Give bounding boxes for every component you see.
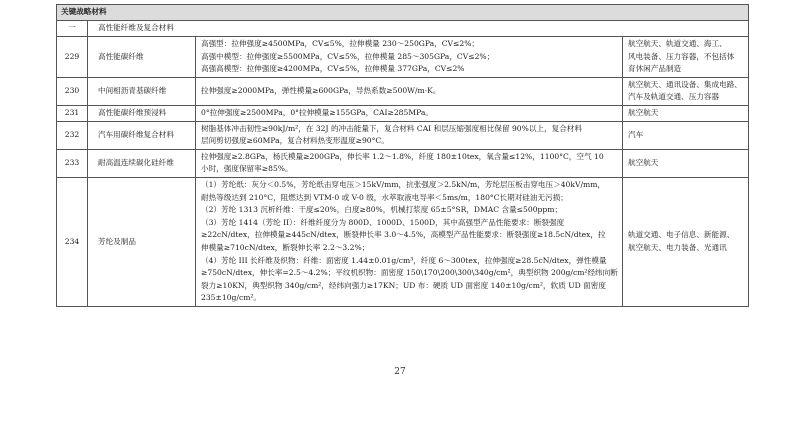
application-cell [623,77,749,105]
spec-line: （2）芳纶 1313 沉析纤维：干度≤20%，白度≥80%，机械打浆度 65±5°SR，DMAC 含量≤500ppm； [201,205,563,215]
spec-line: （1）芳纶纸：灰分＜0.5%，芳纶纸击穿电压＞15kV/mm，抗张强度＞2.5kN/m，芳纶层压板击穿电压＞40kV/mm， [201,179,605,189]
application-cell [623,121,749,149]
application-line: 汽车及轨道交通、压力容器 [628,92,720,102]
application-cell [623,177,749,306]
material-name: 芳纶及制品 [88,177,196,306]
application-line: 航空航天 [628,158,659,168]
table-row [57,105,749,121]
application-line: 航空航天、通讯设备、集成电路、 [628,79,742,89]
spec-line: （4）芳纶 III 长纤维及织物：纤维：面密度 1.44±0.01g/cm³，纤度 6～300tex，拉伸强度≥28.5cN/dtex，弹性模量 [201,255,607,265]
application-line: 风电装备、压力容器，不包括体 [628,51,735,61]
material-name: 中间相沥青基碳纤维 [88,77,196,105]
spec-line: 伸模量≥710cN/dtex，断裂伸长率 2.2～3.2%； [201,242,370,252]
spec-line: 拉伸强度≥2000MPa，弹性模量≥600GPa，导热系数≥500W/m·K。 [201,86,441,96]
spec-line: 小时，强度保留率≥85%。 [201,164,293,174]
row-number: 232 [57,121,88,149]
application-line: 育休闲产品制造 [628,64,682,74]
spec-line: 裂力≥10KN，典型织物 340g/cm²，经纬向强力≥17KN；UD 布：硬质 UD 面密度 140±10g/cm²，软质 UD 面密度 [201,280,606,290]
spec-line: 高强型：拉伸强度≥4500MPa，CV≤5%，拉伸模量 230～250GPa，CV≤2%； [201,39,480,48]
spec-line: 0°拉伸强度≥2500MPa，0°拉伸模量≥155GPa，CAI≥285MPa。 [201,107,433,117]
row-number: 229 [57,37,88,78]
table-row [57,121,749,149]
table-header-title: 关键战略材料 [57,5,749,21]
spec-cell [196,177,623,306]
application-line: 航空航天、电力装备、光通讯 [628,242,727,252]
table-row [57,37,749,78]
spec-line: 耐热等级达到 210°C，阻燃达到 VTM-0 或 V-0 级，水萃取液电导率＜5ms/m，180°C长期对硅油无污损； [201,192,568,202]
spec-line: 高强高模型：拉伸强度≥4200MPa，CV≤5%，拉伸模量 377GPa，CV≤2% [201,64,465,74]
row-number: 230 [57,77,88,105]
application-cell [623,37,749,78]
spec-cell [196,105,623,121]
table-row [57,77,749,105]
row-number: 234 [57,177,88,306]
table-row [57,149,749,177]
category-name: 高性能纤维及复合材料 [88,21,749,37]
spec-line: 高强中模型：拉伸强度≥5500MPa，CV≤5%，拉伸模量 285～305GPa，CV≤2%； [201,51,495,61]
row-number: 233 [57,149,88,177]
table-header-row [57,5,749,21]
material-name: 汽车用碳纤维复合材料 [88,121,196,149]
spec-line: 拉伸强度≥2.8GPa，杨氏模量≥200GPa，伸长率 1.2～1.8%，纤度 180±10tex，氧含量≤12%，1100°C，空气 10 [201,151,604,161]
spec-line: （3）芳纶 1414（芳纶 II）：纤维纤度分为 800D、1000D、1500D，其中高强型产品性能要求：断裂强度 [201,217,565,227]
application-cell [623,149,749,177]
spec-line: 树脂基体冲击韧性≥90kJ/m²，在 32J 的冲击能量下，复合材料 CAI 和层压缩强度相比保留 90%以上，复合材料 [201,123,582,133]
category-row [57,21,749,37]
spec-cell [196,149,623,177]
spec-line: ≥750cN/dtex，伸长率=2.5～4.2%；平纹机织物：面密度 150\170\200\300\340g/cm²，典型织物 200g/cm²经纬向断 [201,268,618,278]
strategic-materials-table [56,4,749,307]
application-cell [623,105,749,121]
material-name: 高性能碳纤维预浸料 [88,105,196,121]
spec-cell [196,77,623,105]
application-line: 轨道交通、电子信息、新能源、 [628,230,735,240]
application-line: 航空航天 [628,107,659,117]
category-number: 一 [57,21,88,37]
material-name: 高性能碳纤维 [88,37,196,78]
material-name: 耐高温连续碳化硅纤维 [88,149,196,177]
spec-cell [196,37,623,78]
application-line: 航空航天、轨道交通、海工、 [628,39,727,48]
application-line: 汽车 [628,129,644,139]
row-number: 231 [57,105,88,121]
page-number: 27 [394,367,406,377]
spec-cell [196,121,623,149]
spec-line: 层间剪切强度≥60MPa，复合材料热变形温度≥90°C。 [201,136,389,146]
spec-line: 235±10g/cm²。 [201,293,262,303]
table-row [57,177,749,306]
spec-line: ≥22cN/dtex，拉伸模量≥445cN/dtex，断裂伸长率 3.0～4.5%，高模型产品性能要求：断裂强度≥18.5cN/dtex，拉 [201,230,606,240]
